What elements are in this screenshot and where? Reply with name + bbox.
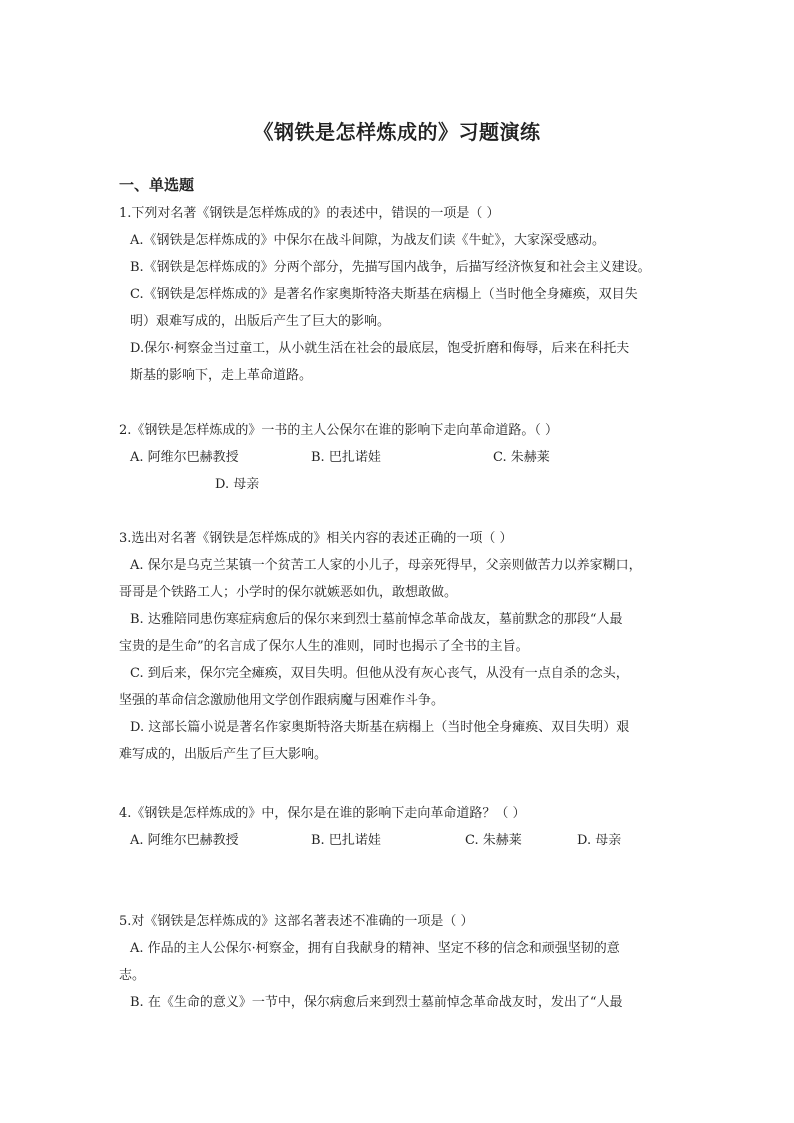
question-4 <box>119 800 685 854</box>
question-2-option-a: A. 阿维尔巴赫教授 <box>130 450 239 465</box>
question-1 <box>119 200 685 389</box>
question-1-option-c: C.《钢铁是怎样炼成的》是著名作家奥斯特洛夫斯基在病榻上（当时他全身瘫痪，双目失 <box>130 287 638 302</box>
question-4-option-a: A. 阿维尔巴赫教授 <box>130 833 239 848</box>
question-5 <box>119 908 685 1016</box>
question-1-stem: 1.下列对名著《钢铁是怎样炼成的》的表述中，错误的一项是（ ） <box>119 206 500 221</box>
question-1-option-a: A.《钢铁是怎样炼成的》中保尔在战斗间隙，为战友们读《牛虻》，大家深受感动。 <box>130 233 606 248</box>
question-3-option-b-cont: 宝贵的是生命”的名言成了保尔人生的准则，同时也揭示了全书的主旨。 <box>119 639 529 654</box>
question-4-option-b: B. 巴扎诺娃 <box>311 833 381 848</box>
question-2-options-row <box>119 444 685 471</box>
question-2-options-row-2 <box>119 471 685 498</box>
question-2-option-b: B. 巴扎诺娃 <box>311 450 381 465</box>
question-1-option-d: D.保尔·柯察金当过童工，从小就生活在社会的最底层，饱受折磨和侮辱，后来在科托夫 <box>130 341 630 356</box>
question-5-option-a-cont: 志。 <box>119 968 146 983</box>
question-4-option-c: C. 朱赫莱 <box>465 833 522 848</box>
question-3-stem: 3.选出对名著《钢铁是怎样炼成的》相关内容的表述正确的一项（ ） <box>119 531 513 546</box>
question-1-option-c-cont: 明）艰难写成的，出版后产生了巨大的影响。 <box>130 314 391 329</box>
question-2-option-d: D. 母亲 <box>215 477 260 492</box>
question-3-option-d-cont: 难写成的，出版后产生了巨大影响。 <box>119 747 328 762</box>
question-1-option-d-cont: 斯基的影响下，走上革命道路。 <box>130 368 313 383</box>
question-2-stem: 2.《钢铁是怎样炼成的》一书的主人公保尔在谁的影响下走向革命道路。（ ） <box>119 423 559 438</box>
question-4-stem: 4.《钢铁是怎样炼成的》中，保尔是在谁的影响下走向革命道路？（ ） <box>119 806 526 821</box>
question-3-option-c-cont: 坚强的革命信念激励他用文学创作跟病魔与困难作斗争。 <box>119 693 445 708</box>
question-3-option-b: B. 达雅陪同患伤寒症病愈后的保尔来到烈士墓前悼念革命战友，墓前默念的那段“人最 <box>130 612 623 627</box>
question-3 <box>119 525 685 768</box>
question-3-option-a-cont: 哥哥是个铁路工人；小学时的保尔就嫉恶如仇，敢想敢做。 <box>119 585 458 600</box>
question-1-option-b: B.《钢铁是怎样炼成的》分两个部分，先描写国内战争，后描写经济恢复和社会主义建设。 <box>130 260 651 275</box>
question-5-option-a: A. 作品的主人公保尔·柯察金，拥有自我献身的精神、坚定不移的信念和顽强坚韧的意 <box>130 941 620 956</box>
question-5-stem: 5.对《钢铁是怎样炼成的》这部名著表述不准确的一项是（ ） <box>119 914 474 929</box>
section-heading: 一、单选题 <box>119 176 195 194</box>
question-4-option-d: D. 母亲 <box>577 833 622 848</box>
question-3-option-c: C. 到后来，保尔完全瘫痪，双目失明。但他从没有灰心丧气，从没有一点自杀的念头， <box>130 666 629 681</box>
question-2-option-c: C. 朱赫莱 <box>493 450 550 465</box>
question-3-option-d: D. 这部长篇小说是著名作家奥斯特洛夫斯基在病榻上（当时他全身瘫痪、双目失明）艰 <box>130 720 630 735</box>
question-2 <box>119 417 685 498</box>
question-4-options-row <box>119 827 685 854</box>
document-title: 《钢铁是怎样炼成的》习题演练 <box>253 120 541 144</box>
question-3-option-a: A. 保尔是乌克兰某镇一个贫苦工人家的小儿子，母亲死得早，父亲则做苦力以养家糊口， <box>130 558 642 573</box>
question-5-option-b: B. 在《生命的意义》一节中，保尔病愈后来到烈士墓前悼念革命战友时，发出了“人最 <box>130 995 623 1010</box>
